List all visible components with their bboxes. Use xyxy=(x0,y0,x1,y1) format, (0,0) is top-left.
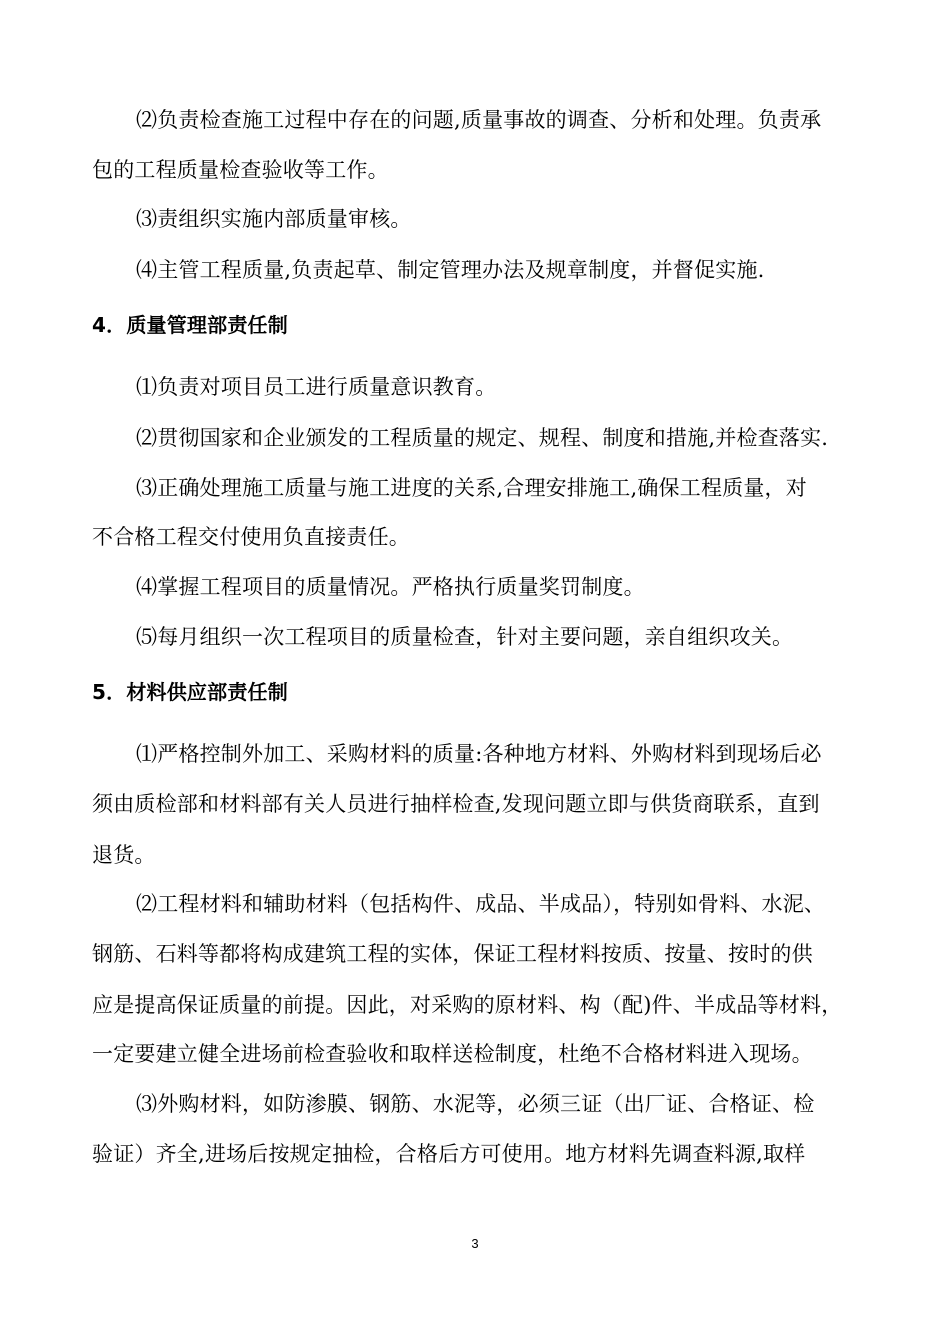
paragraph-line: 包的工程质量检查验收等工作。 xyxy=(92,158,389,182)
section-heading: 4．质量管理部责任制 xyxy=(92,313,288,337)
paragraph-line: 一定要建立健全进场前检查验收和取样送检制度，杜绝不合格材料进入现场。 xyxy=(92,1042,813,1066)
paragraph-line: ⑸每月组织一次工程项目的质量检查，针对主要问题，亲自组织攻关。 xyxy=(136,625,794,649)
paragraph-line: ⑵负责检查施工过程中存在的问题,质量事故的调查、分析和处理。负责承 xyxy=(136,108,822,132)
paragraph-line: 退货。 xyxy=(92,843,156,867)
paragraph-line: ⑴严格控制外加工、采购材料的质量:各种地方材料、外购材料到现场后必 xyxy=(136,742,822,766)
paragraph-line: ⑵工程材料和辅助材料（包括构件、成品、半成品），特别如骨料、水泥、 xyxy=(136,892,826,916)
paragraph-line: ⑷主管工程质量,负责起草、制定管理办法及规章制度，并督促实施. xyxy=(136,258,765,282)
paragraph-line: ⑵贯彻国家和企业颁发的工程质量的规定、规程、制度和措施,并检查落实. xyxy=(136,426,829,450)
paragraph-line: 应是提高保证质量的前提。因此，对采购的原材料、构（配)件、半成品等材料， xyxy=(92,993,843,1017)
paragraph-line: ⑶责组织实施内部质量审核。 xyxy=(136,207,412,231)
paragraph-line: ⑶外购材料，如防渗膜、钢筋、水泥等，必须三证（出厂证、合格证、检 xyxy=(136,1092,815,1116)
paragraph-line: 验证）齐全,进场后按规定抽检，合格后方可使用。地方材料先调查料源,取样 xyxy=(92,1142,806,1166)
section-heading: 5．材料供应部责任制 xyxy=(92,680,288,704)
paragraph-line: ⑶正确处理施工质量与施工进度的关系,合理安排施工,确保工程质量，对 xyxy=(136,476,807,500)
paragraph-line: 须由质检部和材料部有关人员进行抽样检查,发现问题立即与供货商联系，直到 xyxy=(92,792,820,816)
paragraph-line: 钢筋、石料等都将构成建筑工程的实体，保证工程材料按质、按量、按时的供 xyxy=(92,942,813,966)
paragraph-line: 不合格工程交付使用负直接责任。 xyxy=(92,525,410,549)
page-number: 3 xyxy=(471,1236,479,1251)
paragraph-line: ⑴负责对项目员工进行质量意识教育。 xyxy=(136,375,497,399)
paragraph-line: ⑷掌握工程项目的质量情况。严格执行质量奖罚制度。 xyxy=(136,575,645,599)
